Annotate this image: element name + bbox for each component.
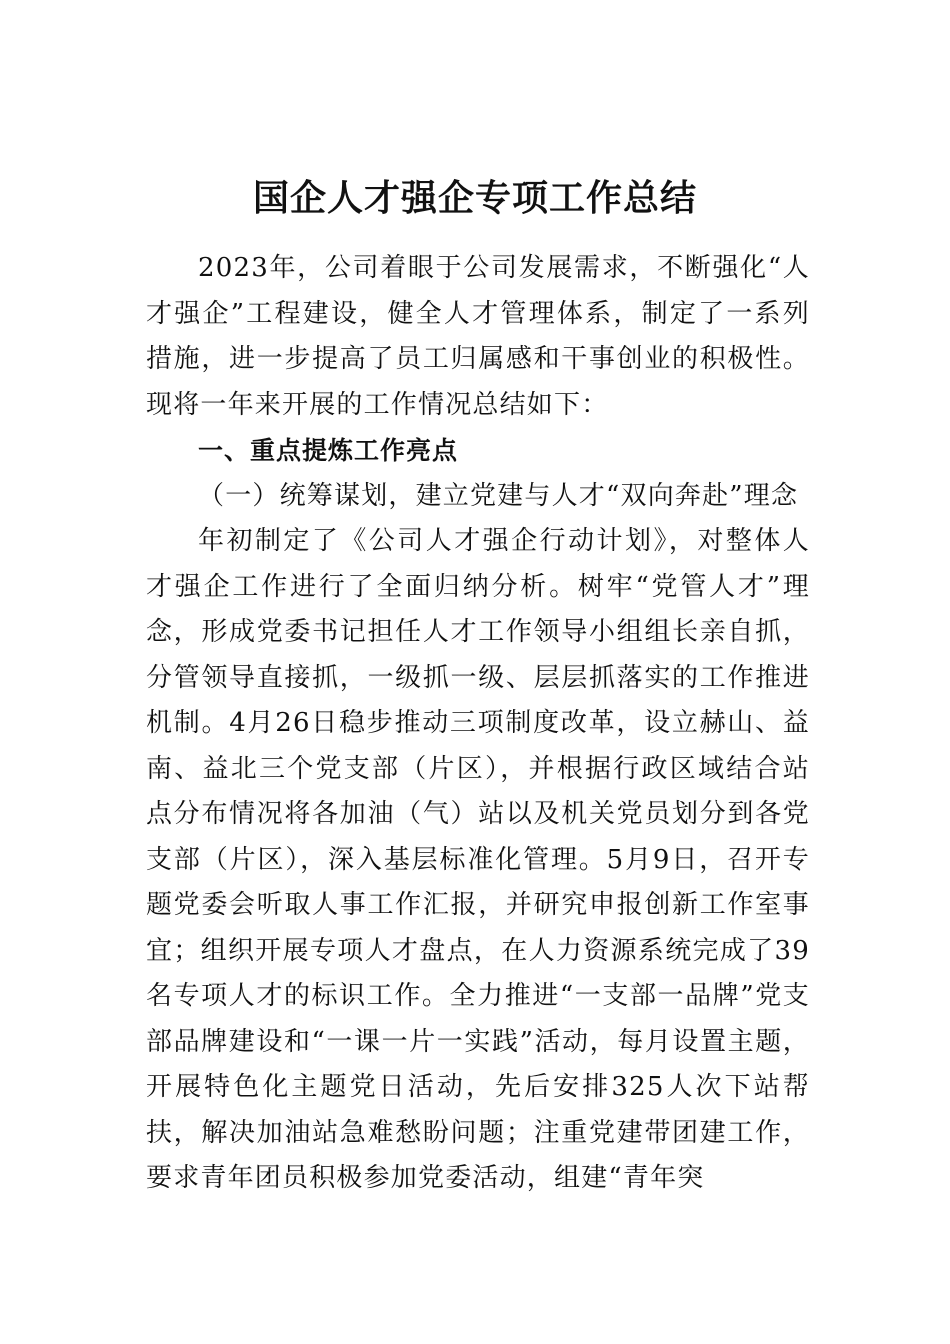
intro-paragraph: 2023年，公司着眼于公司发展需求，不断强化“人才强企”工程建设，健全人才管理体系，制定了一系列措施，进一步提高了员工归属感和干事创业的积极性。现将一年来开展的工作情况总结如下：	[146, 253, 810, 420]
body-paragraph: 年初制定了《公司人才强企行动计划》，对整体人才强企工作进行了全面归纳分析。树牢“党管人才”理念，形成党委书记担任人才工作领导小组组长亲自抓，分管领导直接抓，一级抓一级、层层抓落实的工作推进机制。4月26日稳步推动三项制度改革，设立赫山、益南、益北三个党支部（片区），并根据行政区域结合站点分布情况将各加油（气）站以及机关党员划分到各党支部（片区），深入基层标准化管理。5月9日，召开专题党委会听取人事工作汇报，并研究申报创新工作室事宜；组织开展专项人才盘点，在人力资源系统完成了39名专项人才的标识工作。全力推进“一支部一品牌”党支部品牌建设和“一课一片一实践”活动，每月设置主题，开展特色化主题党日活动，先后安排325人次下站帮扶，解决加油站急难愁盼问题；注重党建带团建工作，要求青年团员积极参加党委活动，组建“青年突	[146, 526, 810, 1193]
document-body	[146, 246, 810, 1202]
subsection-heading: （一）统筹谋划，建立党建与人才“双向奔赴”理念	[198, 480, 799, 511]
section-heading: 一、重点提炼工作亮点	[198, 436, 459, 465]
document-title: 国企人才强企专项工作总结	[252, 177, 697, 219]
